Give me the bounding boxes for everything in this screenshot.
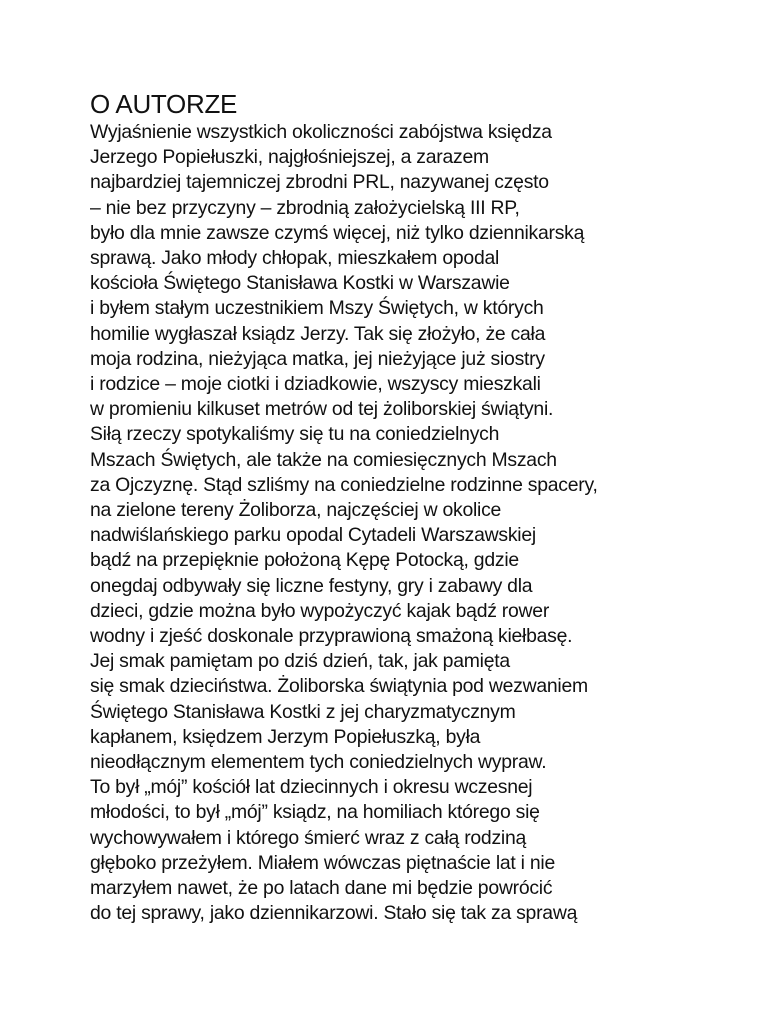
text-line: marzyłem nawet, że po latach dane mi będzie powrócić [90, 877, 553, 900]
text-line: moja rodzina, nieżyjąca matka, jej nieżyjące już siostry [90, 347, 545, 370]
text-line: do tej sprawy, jako dziennikarzowi. Stało się tak za sprawą [90, 902, 578, 925]
text-line: Siłą rzeczy spotykaliśmy się tu na coniedzielnych [90, 423, 500, 446]
text-line: Mszach Świętych, ale także na comiesięcznych Mszach [90, 448, 557, 471]
text-line: kościoła Świętego Stanisława Kostki w Warszawie [90, 272, 510, 295]
text-line: nieodłącznym elementem tych coniedzielnych wypraw. [90, 751, 547, 774]
text-line: wodny i zjeść doskonale przyprawioną smażoną kiełbasę. [90, 625, 573, 648]
text-line: i byłem stałym uczestnikiem Mszy Świętych, w których [90, 297, 544, 320]
text-line: nadwiślańskiego parku opodal Cytadeli Warszawskiej [90, 524, 536, 547]
document-page [90, 88, 750, 927]
text-line: było dla mnie zawsze czymś więcej, niż tylko dziennikarską [90, 221, 585, 244]
text-line: – nie bez przyczyny – zbrodnią założycielską III RP, [90, 196, 520, 219]
text-line: Świętego Stanisława Kostki z jej charyzmatycznym [90, 700, 516, 723]
text-line: Jej smak pamiętam po dziś dzień, tak, jak pamięta [90, 650, 510, 673]
text-line: najbardziej tajemniczej zbrodni PRL, nazywanej często [90, 171, 549, 194]
text-line: młodości, to był „mój” ksiądz, na homiliach którego się [90, 801, 540, 824]
text-line: homilie wygłaszał ksiądz Jerzy. Tak się złożyło, że cała [90, 322, 546, 345]
text-line: się smak dzieciństwa. Żoliborska świątynia pod wezwaniem [90, 675, 588, 698]
text-line: głęboko przeżyłem. Miałem wówczas piętnaście lat i nie [90, 851, 556, 874]
text-line: bądź na przepięknie położoną Kępę Potocką, gdzie [90, 549, 519, 572]
text-line: sprawą. Jako młody chłopak, mieszkałem opodal [90, 247, 500, 270]
text-line: i rodzice – moje ciotki i dziadkowie, wszyscy mieszkali [90, 373, 541, 396]
text-line: wychowywałem i którego śmierć wraz z całą rodziną [90, 826, 527, 849]
text-line: w promieniu kilkuset metrów od tej żoliborskiej świątyni. [90, 398, 554, 421]
text-line: To był „mój” kościół lat dziecinnych i okresu wczesnej [90, 776, 533, 799]
text-line: dzieci, gdzie można było wypożyczyć kajak bądź rower [90, 599, 550, 622]
text-line: Jerzego Popiełuszki, najgłośniejszej, a zarazem [90, 146, 489, 169]
section-title: O AUTORZE [90, 89, 238, 119]
text-line: na zielone tereny Żoliborza, najczęściej w okolice [90, 499, 502, 522]
text-line: za Ojczyznę. Stąd szliśmy na coniedzielne rodzinne spacery, [90, 473, 598, 496]
text-line: onegdaj odbywały się liczne festyny, gry i zabawy dla [90, 574, 533, 597]
body-paragraph [90, 120, 750, 927]
text-line: Wyjaśnienie wszystkich okoliczności zabójstwa księdza [90, 121, 552, 143]
text-line: kapłanem, księdzem Jerzym Popiełuszką, była [90, 725, 481, 748]
